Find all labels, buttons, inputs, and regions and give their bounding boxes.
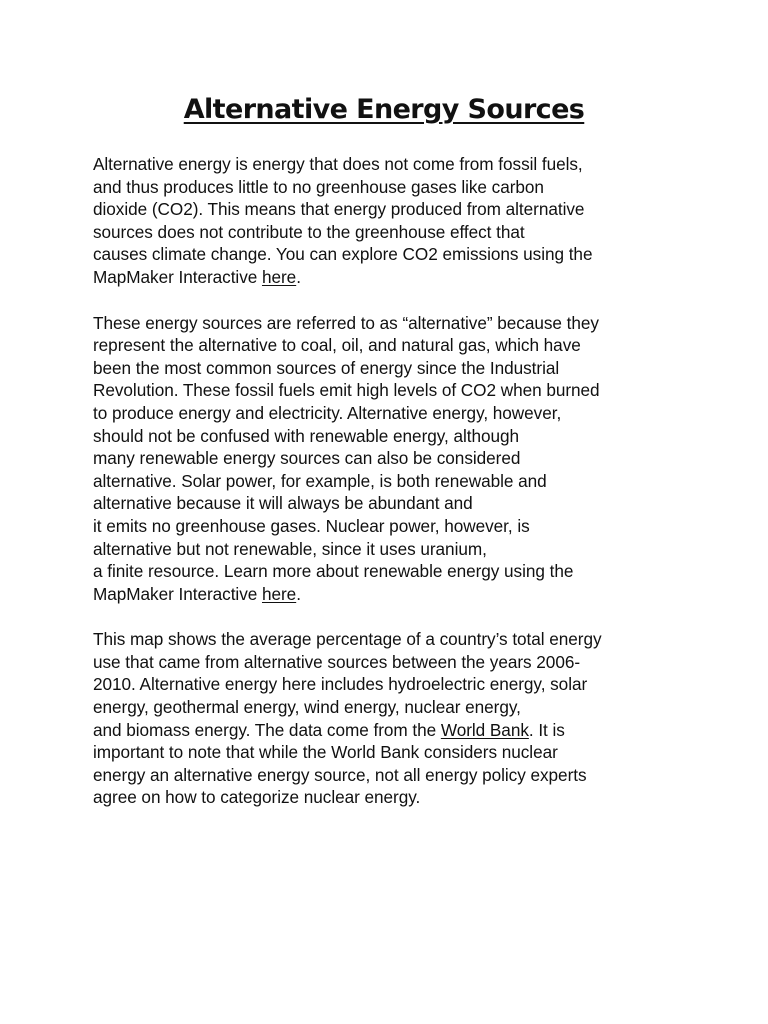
text-line: Alternative energy is energy that does not come from fossil fuels, <box>93 154 583 174</box>
text-line: represent the alternative to coal, oil, and natural gas, which have <box>93 335 581 356</box>
text-segment: . <box>296 583 301 604</box>
document-title: Alternative Energy Sources <box>183 94 585 125</box>
text-line: alternative because it will always be abundant and <box>93 493 473 514</box>
text-line: 2010. Alternative energy here includes hydroelectric energy, solar <box>93 674 588 695</box>
text-line: Revolution. These fossil fuels emit high levels of CO2 when burned <box>93 380 600 401</box>
text-line: to produce energy and electricity. Alternative energy, however, <box>93 402 562 423</box>
text-line: This map shows the average percentage of a country’s total energy <box>93 629 602 650</box>
text-line: important to note that while the World Bank considers nuclear <box>93 742 558 763</box>
text-line: alternative but not renewable, since it uses uranium, <box>93 538 487 559</box>
text-line: and thus produces little to no greenhouse gases like carbon <box>93 176 544 197</box>
paragraph-3 <box>93 628 683 809</box>
text-line: it emits no greenhouse gases. Nuclear power, however, is <box>93 515 530 536</box>
text-line: energy, geothermal energy, wind energy, nuclear energy, <box>93 697 521 718</box>
text-line: These energy sources are referred to as “alternative” because they <box>93 312 599 333</box>
here-link[interactable]: here <box>261 583 297 604</box>
text-line: causes climate change. You can explore CO2 emissions using the <box>93 244 593 265</box>
text-line: alternative. Solar power, for example, is both renewable and <box>93 470 547 491</box>
world-bank-link[interactable]: World Bank <box>440 719 529 740</box>
text-line: been the most common sources of energy since the Industrial <box>93 357 560 378</box>
text-line: dioxide (CO2). This means that energy produced from alternative <box>93 199 585 220</box>
text-line <box>93 266 683 289</box>
text-segment: . <box>296 266 301 287</box>
document-body <box>93 153 683 832</box>
text-line: energy an alternative energy source, not all energy policy experts <box>93 764 587 785</box>
paragraph-1 <box>93 153 683 289</box>
text-line: sources does not contribute to the greenhouse effect that <box>93 221 525 242</box>
text-line: agree on how to categorize nuclear energy. <box>93 787 421 808</box>
text-segment: MapMaker Interactive <box>93 583 262 604</box>
text-line: a finite resource. Learn more about renewable energy using the <box>93 561 574 582</box>
text-line: use that came from alternative sources between the years 2006- <box>93 651 581 672</box>
text-line <box>93 583 683 606</box>
here-link[interactable]: here <box>261 266 297 287</box>
text-line: many renewable energy sources can also be considered <box>93 448 521 469</box>
text-line <box>93 719 683 742</box>
text-segment: MapMaker Interactive <box>93 266 262 287</box>
text-segment: and biomass energy. The data come from the <box>93 719 441 740</box>
text-segment: . It is <box>528 719 565 740</box>
text-line: should not be confused with renewable energy, although <box>93 425 520 446</box>
paragraph-2 <box>93 312 683 606</box>
